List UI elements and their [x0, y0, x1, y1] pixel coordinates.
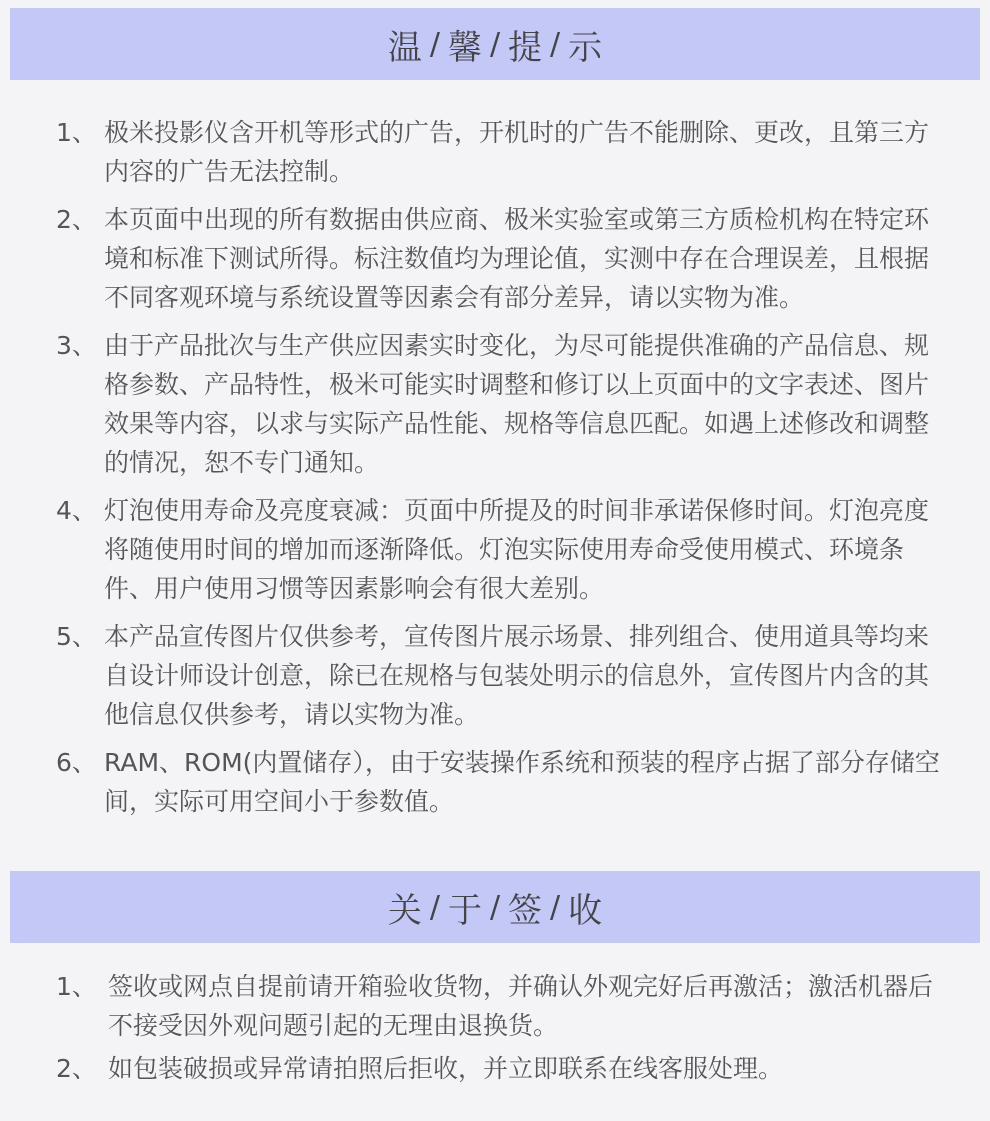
header-char: 签 [508, 890, 543, 931]
item-text: 签收或网点自提前请开箱验收货物，并确认外观完好后再激活；激活机器后不接受因外观问题引起的无理由退换货。 [108, 972, 934, 1040]
item-text: 由于产品批次与生产供应因素实时变化，为尽可能提供准确的产品信息、规格参数、产品特性，极米可能实时调整和修订以上页面中的文字表述、图片效果等内容，以求与实际产品性能、规格等信息匹配。如遇上述修改和调整的情况，恕不专门通知。 [104, 331, 930, 477]
item-text: RAM、ROM(内置储存），由于安装操作系统和预装的程序占据了部分存储空间，实际可用空间小于参数值。 [104, 748, 940, 816]
header-separator: / [429, 889, 440, 925]
header-char: 示 [568, 27, 603, 68]
item-number: 2、 [56, 1054, 97, 1083]
warm-tips-list [0, 113, 990, 830]
header-char: 关 [387, 890, 422, 931]
header-separator: / [550, 26, 561, 62]
item-number: 1、 [56, 972, 97, 1001]
item-number: 3、 [56, 331, 97, 360]
header-separator: / [489, 889, 501, 925]
sign-receipt-list [0, 967, 990, 1092]
header-char: 提 [508, 27, 543, 68]
item-number: 4、 [56, 496, 97, 525]
item-text: 灯泡使用寿命及亮度衰减：页面中所提及的时间非承诺保修时间。灯泡亮度将随使用时间的增加而逐渐降低。灯泡实际使用寿命受使用模式、环境条件、用户使用习惯等因素影响会有很大差别。 [104, 496, 930, 603]
header-char: 收 [568, 890, 603, 931]
header-separator: / [550, 889, 561, 925]
header-char: 温 [387, 27, 422, 68]
header-char: 于 [447, 890, 482, 931]
item-text: 如包装破损或异常请拍照后拒收，并立即联系在线客服处理。 [108, 1054, 784, 1083]
item-text: 本页面中出现的所有数据由供应商、极米实验室或第三方质检机构在特定环境和标准下测试所得。标注数值均为理论值，实测中存在合理误差，且根据不同客观环境与系统设置等因素会有部分差异，请以实物为准。 [104, 205, 930, 312]
list-item [0, 1049, 990, 1088]
list-item [0, 200, 990, 317]
list-item [0, 326, 990, 482]
item-number: 5、 [56, 622, 97, 651]
header-separator: / [429, 26, 440, 62]
list-item [0, 967, 990, 1045]
header-char: 馨 [447, 27, 482, 68]
header-separator: / [489, 26, 501, 62]
item-text: 极米投影仪含开机等形式的广告，开机时的广告不能删除、更改，且第三方内容的广告无法控制。 [104, 118, 930, 186]
item-number: 2、 [56, 205, 97, 234]
item-text: 本产品宣传图片仅供参考，宣传图片展示场景、排列组合、使用道具等均来自设计师设计创意，除已在规格与包装处明示的信息外，宣传图片内含的其他信息仅供参考，请以实物为准。 [104, 622, 930, 729]
list-item [0, 491, 990, 608]
sign-receipt-header [10, 871, 980, 943]
warm-tips-header [10, 8, 980, 80]
item-number: 6、 [56, 748, 97, 777]
list-item [0, 113, 990, 191]
list-item [0, 617, 990, 734]
list-item [0, 743, 990, 821]
item-number: 1、 [56, 118, 97, 147]
